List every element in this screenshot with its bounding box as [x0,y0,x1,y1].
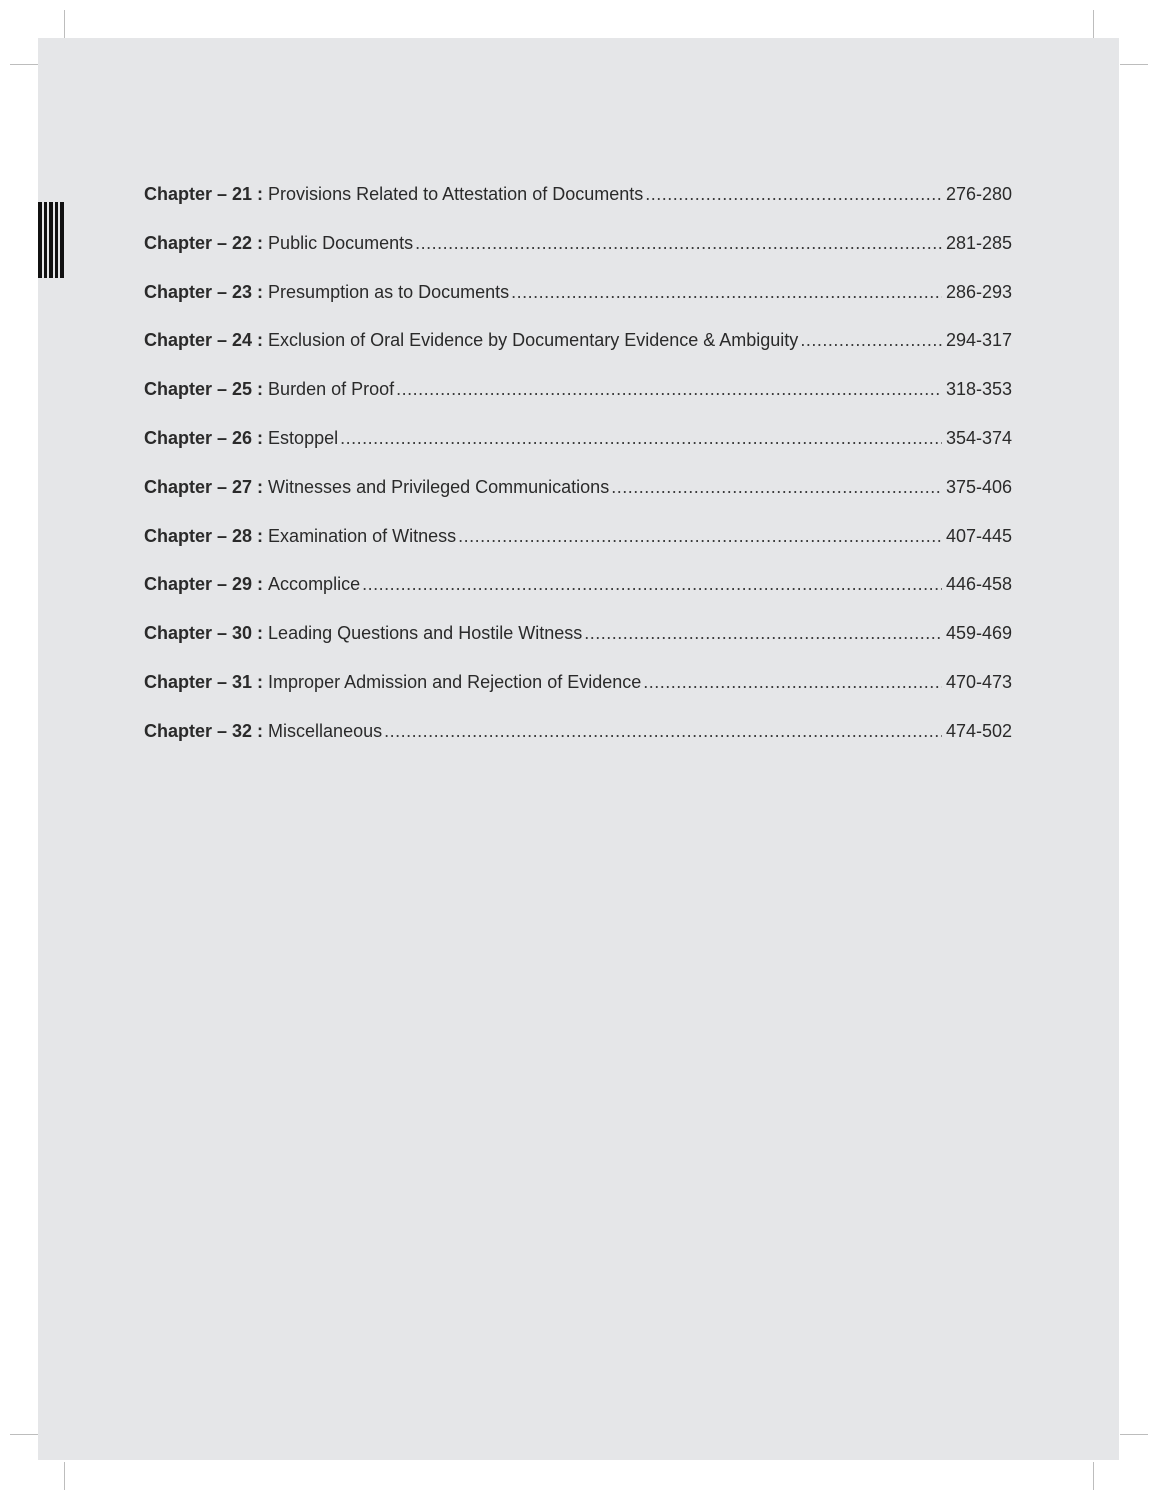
chapter-number: Chapter – 23 [144,281,253,302]
page-range: 318-353 [945,379,1012,400]
dot-leader [643,672,942,693]
dot-leader [415,233,942,254]
registration-bars-mark [38,202,64,278]
toc-entry [144,233,1012,282]
table-of-contents [144,184,1012,770]
dot-leader [384,721,942,742]
chapter-separator: : [252,623,264,644]
chapter-separator: : [252,281,264,302]
chapter-separator: : [252,671,264,692]
chapter-separator: : [252,184,264,204]
chapter-title: Miscellaneous [268,720,383,741]
dot-leader [645,184,942,205]
chapter-separator: : [252,476,264,497]
toc-entry [144,379,1012,428]
page-range: 407-445 [945,525,1012,546]
crop-mark [10,64,38,65]
page-range: 354-374 [945,427,1012,448]
chapter-number: Chapter – 25 [144,379,253,400]
toc-entry [144,672,1012,721]
chapter-number: Chapter – 31 [144,671,253,692]
dot-leader [362,574,942,595]
chapter-number: Chapter – 27 [144,476,253,497]
chapter-separator: : [252,379,264,400]
chapter-separator: : [252,330,264,351]
chapter-title: Exclusion of Oral Evidence by Documentary Evidence & Ambiguity [268,330,799,351]
chapter-title: Presumption as to Documents [268,281,510,302]
crop-mark [64,1462,65,1490]
crop-mark [10,1434,38,1435]
toc-entry [144,184,1012,233]
page-range: 375-406 [945,476,1012,497]
toc-entry [144,721,1012,770]
chapter-number: Chapter – 30 [144,623,253,644]
dot-leader [340,428,942,449]
chapter-separator: : [252,232,264,253]
page-range: 474-502 [945,720,1012,741]
page-range: 470-473 [945,671,1012,692]
dot-leader [584,623,942,644]
page-range: 459-469 [945,623,1012,644]
chapter-number: Chapter – 21 [144,184,253,204]
chapter-title: Burden of Proof [268,379,395,400]
page-range: 446-458 [945,574,1012,595]
toc-entry [144,428,1012,477]
chapter-separator: : [252,427,264,448]
chapter-number: Chapter – 32 [144,720,253,741]
chapter-title: Public Documents [268,232,414,253]
chapter-title: Provisions Related to Attestation of Documents [268,184,644,204]
chapter-number: Chapter – 26 [144,427,253,448]
toc-entry [144,574,1012,623]
chapter-separator: : [252,574,264,595]
chapter-number: Chapter – 29 [144,574,253,595]
crop-mark [1120,1434,1148,1435]
chapter-number: Chapter – 24 [144,330,253,351]
chapter-separator: : [252,525,264,546]
chapter-number: Chapter – 22 [144,232,253,253]
chapter-title: Examination of Witness [268,525,457,546]
chapter-title: Improper Admission and Rejection of Evidence [268,671,642,692]
crop-mark [64,10,65,38]
toc-entry [144,330,1012,379]
dot-leader [511,282,942,303]
page-range: 294-317 [945,330,1012,351]
crop-mark [1093,10,1094,38]
chapter-title: Estoppel [268,427,339,448]
toc-entry [144,477,1012,526]
page-range: 276-280 [945,184,1012,204]
toc-entry [144,282,1012,331]
toc-entry [144,623,1012,672]
chapter-title: Accomplice [268,574,361,595]
dot-leader [458,526,942,547]
chapter-separator: : [252,720,264,741]
toc-entry [144,526,1012,575]
page-range: 281-285 [945,232,1012,253]
chapter-title: Witnesses and Privileged Communications [268,476,610,497]
page-range: 286-293 [945,281,1012,302]
dot-leader [800,330,942,351]
document-page [38,38,1119,1460]
chapter-title: Leading Questions and Hostile Witness [268,623,583,644]
dot-leader [396,379,942,400]
dot-leader [611,477,942,498]
crop-mark [1120,64,1148,65]
chapter-number: Chapter – 28 [144,525,253,546]
crop-mark [1093,1462,1094,1490]
